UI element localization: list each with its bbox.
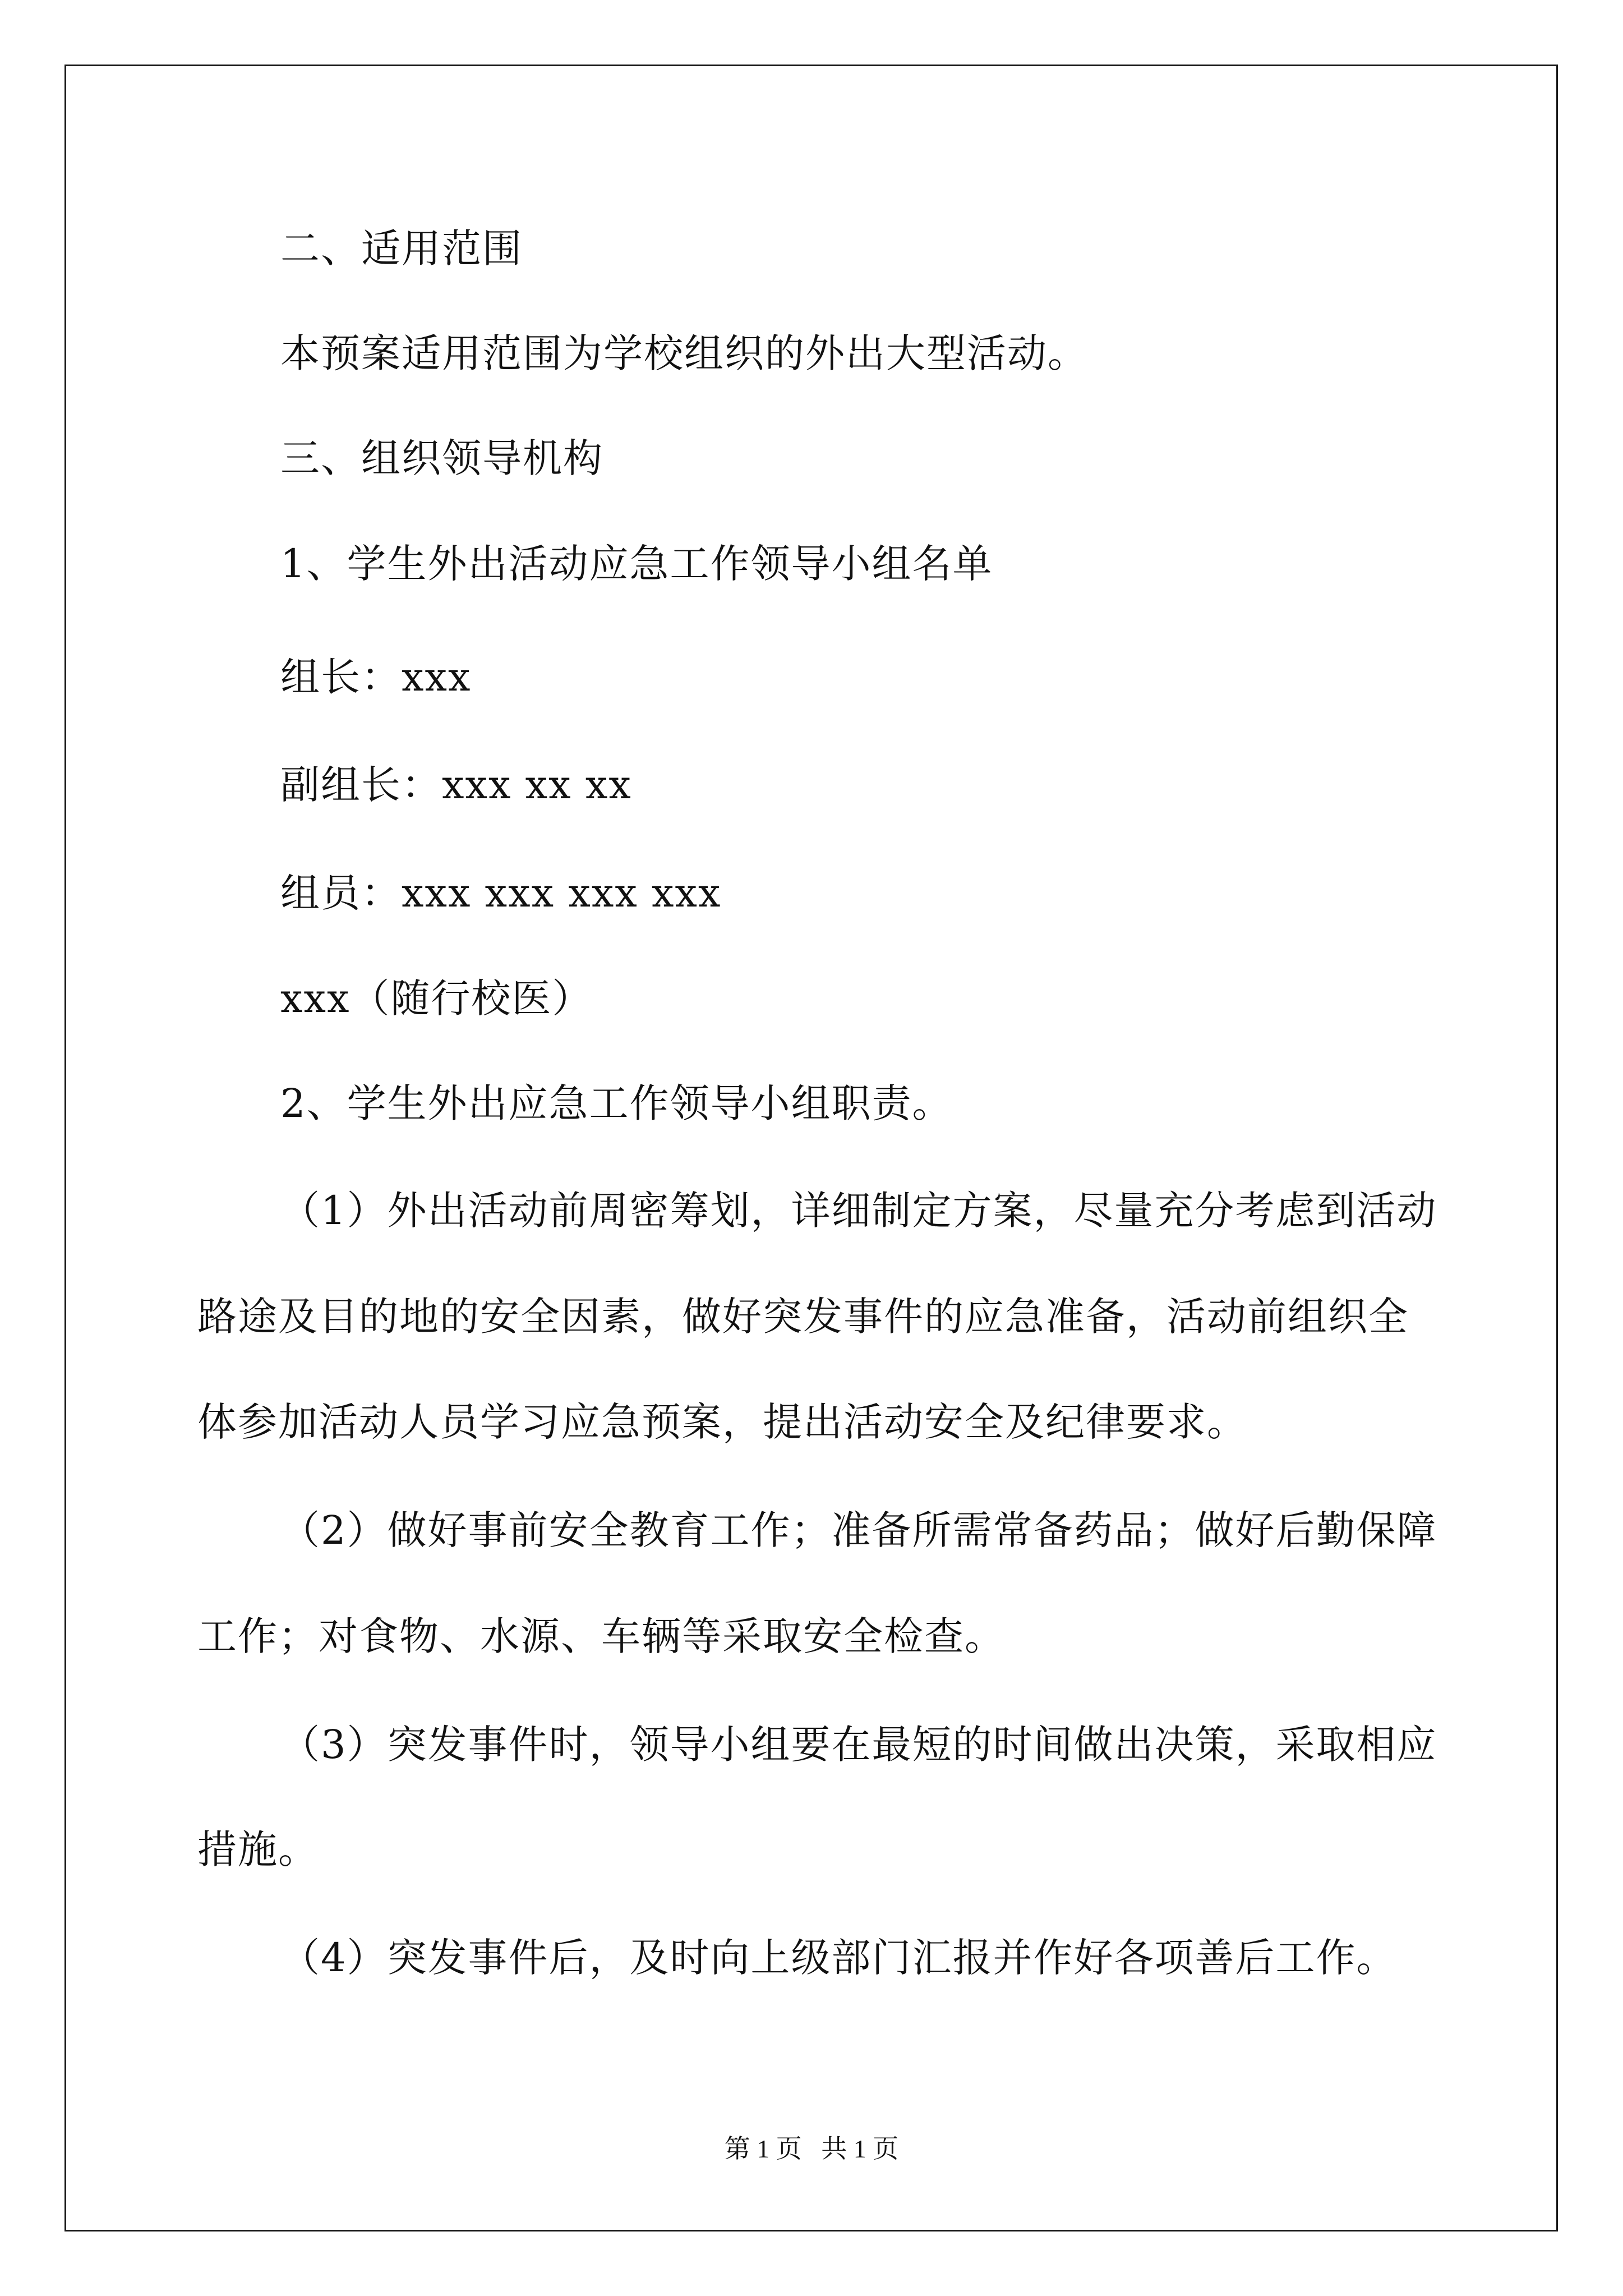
members-line: 组员：xxx xxx xxx xxx [280,870,722,916]
duty-3-line-2: 措施。 [197,1826,319,1872]
duty-2-line-1: （2）做好事前安全教育工作；准备所需常备药品；做好后勤保障 [280,1507,1437,1553]
section-heading-organization: 三、组织领导机构 [280,435,603,481]
paragraph-scope: 本预案适用范围为学校组织的外出大型活动。 [280,330,1088,376]
list-heading-duties: 2、学生外出应急工作领导小组职责。 [280,1080,953,1126]
section-heading-scope: 二、适用范围 [280,226,523,272]
page-number-footer: 第 1 页 共 1 页 [724,2134,899,2163]
duty-2-line-2: 工作；对食物、水源、车辆等采取安全检查。 [197,1613,1005,1659]
duty-1-line-3: 体参加活动人员学习应急预案，提出活动安全及纪律要求。 [197,1399,1247,1445]
deputy-leader-line: 副组长：xxx xx xx [280,762,632,808]
duty-3-line-1: （3）突发事件时，领导小组要在最短的时间做出决策，采取相应 [280,1722,1437,1768]
duty-1-line-2: 路途及目的地的安全因素，做好突发事件的应急准备，活动前组织全 [197,1294,1409,1340]
duty-1-line-1: （1）外出活动前周密筹划，详细制定方案，尽量充分考虑到活动 [280,1188,1437,1234]
list-heading-members: 1、学生外出活动应急工作领导小组名单 [280,541,993,587]
school-doctor-line: xxx（随行校医） [280,976,593,1022]
leader-line: 组长：xxx [280,654,472,700]
duty-4-line-1: （4）突发事件后，及时向上级部门汇报并作好各项善后工作。 [280,1935,1397,1981]
page-border [64,65,1558,2231]
